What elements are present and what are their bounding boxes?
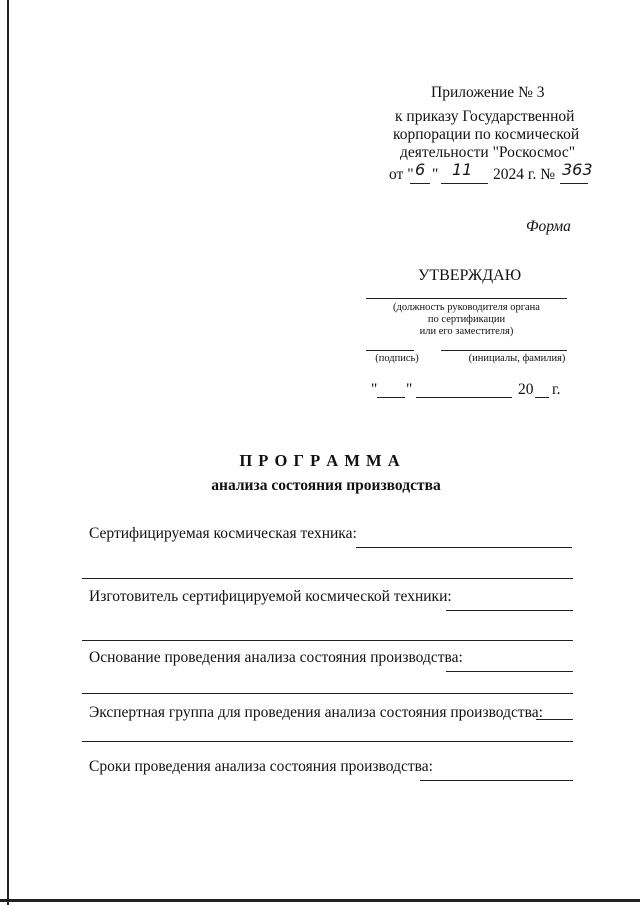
field-schedule-line-1 <box>420 780 573 781</box>
number-underline <box>560 183 588 184</box>
order-number: 363 <box>562 160 593 179</box>
order-line-3: деятельности "Роскосмос" <box>400 144 576 161</box>
field-manufacturer-line-1 <box>446 610 573 611</box>
name-line <box>441 350 567 351</box>
position-caption-line-1: (должность руководителя органа <box>393 302 540 313</box>
order-date-month: 11 <box>452 160 473 179</box>
form-label: Форма <box>526 218 571 235</box>
position-caption-line-2: по сертификации <box>427 314 506 325</box>
order-line-1: к приказу Государственной <box>395 108 575 125</box>
order-date-prefix: от " <box>389 166 414 183</box>
order-date-quote: " <box>432 166 439 183</box>
signature-line <box>366 350 414 351</box>
program-subtitle: анализа состояния производства <box>211 477 441 494</box>
field-certified-technology-line-1 <box>356 547 572 548</box>
name-caption: (инициалы, фамилия) <box>468 353 566 364</box>
field-basis-line-1 <box>446 671 573 672</box>
position-line <box>366 298 567 299</box>
field-expert-group-line-1 <box>536 719 573 720</box>
month-underline <box>441 183 488 184</box>
program-title: П Р О Г Р А М М А <box>239 451 401 470</box>
field-basis-line-2 <box>82 693 573 694</box>
position-caption <box>366 302 567 338</box>
approval-title: УТВЕРЖДАЮ <box>418 267 522 284</box>
approval-day-line <box>377 397 405 398</box>
approval-year-prefix: 20 <box>518 381 534 398</box>
scan-bottom-edge <box>0 899 640 902</box>
signature-caption: (подпись) <box>375 353 419 364</box>
day-underline <box>410 183 430 184</box>
field-expert-group-line-2 <box>82 741 573 742</box>
field-manufacturer-line-2 <box>82 640 573 641</box>
approval-year-line <box>535 397 549 398</box>
approval-date-quote-close: " <box>406 381 413 398</box>
approval-month-line <box>416 397 512 398</box>
field-schedule-label: Сроки проведения анализа состояния производства: <box>89 758 433 775</box>
field-manufacturer-label: Изготовитель сертифицируемой космической техники: <box>89 588 452 605</box>
position-caption-line-3: или его заместителя) <box>419 326 514 337</box>
approval-year-suffix: г. <box>552 381 561 398</box>
order-date-day: 6 <box>415 160 426 179</box>
order-line-2: корпорации по космической <box>393 126 580 143</box>
field-expert-group-label: Экспертная группа для проведения анализа состояния производства: <box>89 704 543 721</box>
order-year-and-number-label: 2024 г. № <box>493 166 556 183</box>
field-basis-label: Основание проведения анализа состояния производства: <box>89 649 463 666</box>
field-certified-technology-line-2 <box>82 578 573 579</box>
approval-date-quote-open: " <box>371 381 378 398</box>
field-certified-technology-label: Сертифицируемая космическая техника: <box>89 525 357 542</box>
appendix-number: Приложение № 3 <box>431 84 545 101</box>
